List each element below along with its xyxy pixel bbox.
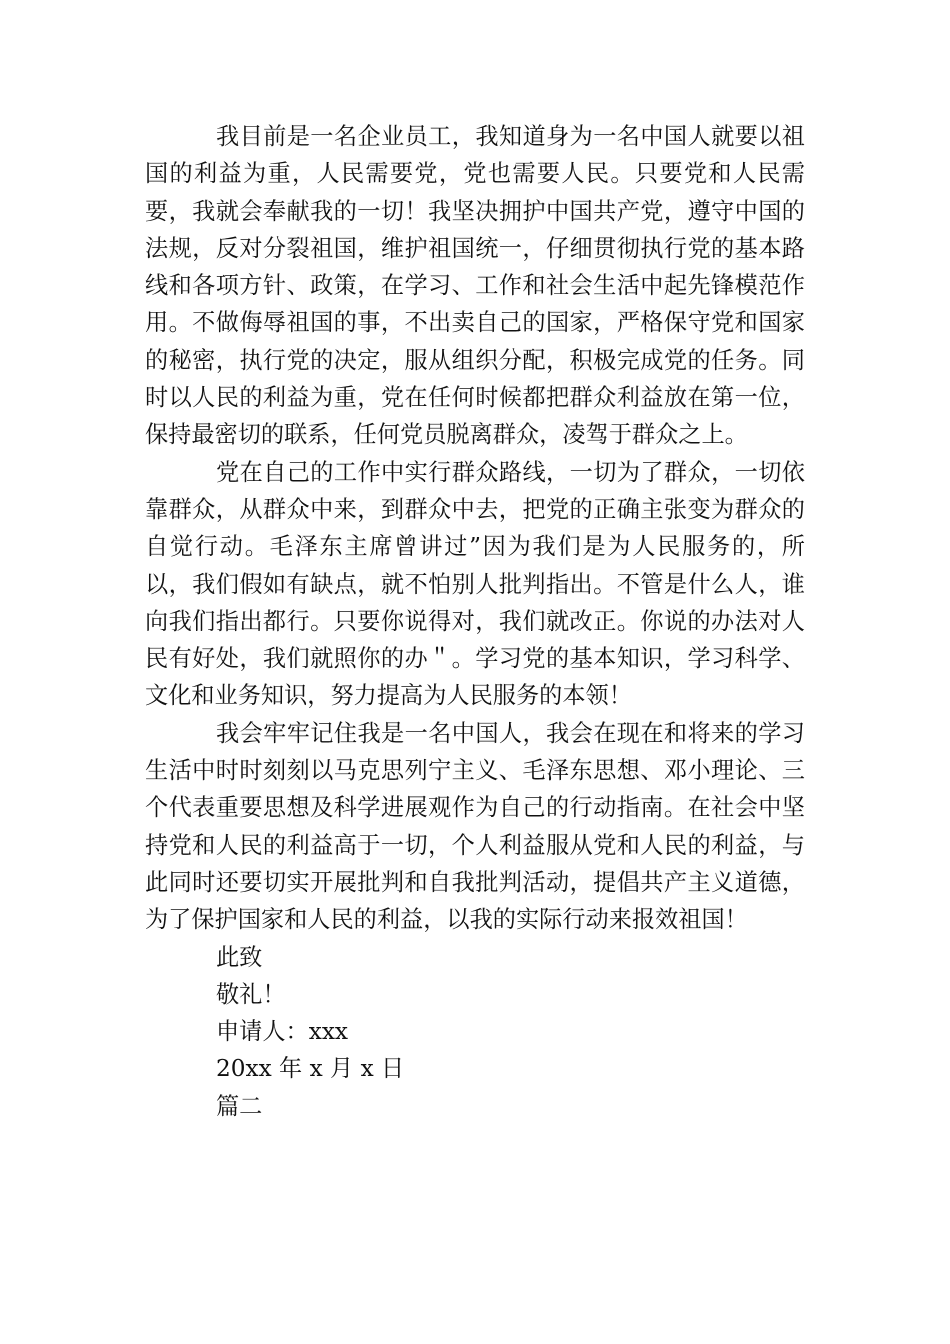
paragraph-2: 党在自己的工作中实行群众路线，一切为了群众，一切依靠群众，从群众中来，到群众中去，把党的正确主张变为群众的自觉行动。毛泽东主席曾讲过”因为我们是为人民服务的，所以，我们假如有缺点，就不怕别人批判指出。不管是什么人，谁向我们指出都行。只要你说得对，我们就改正。你说的办法对人民有好处，我们就照你的办＂。学习党的基本知识，学习科学、文化和业务知识，努力提高为人民服务的本领！: [145, 458, 805, 710]
paragraph-1: 我目前是一名企业员工，我知道身为一名中国人就要以祖国的利益为重，人民需要党，党也需要人民。只要党和人民需要，我就会奉献我的一切！我坚决拥护中国共产党，遵守中国的法规，反对分裂祖国，维护祖国统一，仔细贯彻执行党的基本路线和各项方针、政策，在学习、工作和社会生活中起先锋模范作用。不做侮辱祖国的事，不出卖自己的国家，严格保守党和国家的秘密，执行党的决定，服从组织分配，积极完成党的任务。同时以人民的利益为重，党在任何时候都把群众利益放在第一位，保持最密切的联系，任何党员脱离群众，凌驾于群众之上。: [145, 123, 805, 449]
applicant-signature: 申请人：xxx: [216, 1018, 348, 1046]
salutation: 此致: [216, 943, 263, 971]
regards: 敬礼！: [216, 980, 286, 1008]
section-heading: 篇二: [216, 1092, 263, 1120]
paragraph-3: 我会牢牢记住我是一名中国人，我会在现在和将来的学习生活中时时刻刻以马克思列宁主义、毛泽东思想、邓小理论、三个代表重要思想及科学进展观作为自己的行动指南。在社会中坚持党和人民的利益高于一切，个人利益服从党和人民的利益，与此同时还要切实开展批判和自我批判活动，提倡共产主义道德，为了保护国家和人民的利益，以我的实际行动来报效祖国！: [145, 719, 805, 934]
date-line: 20xx 年 x 月 x 日: [216, 1055, 405, 1083]
document-body: [145, 118, 805, 1125]
